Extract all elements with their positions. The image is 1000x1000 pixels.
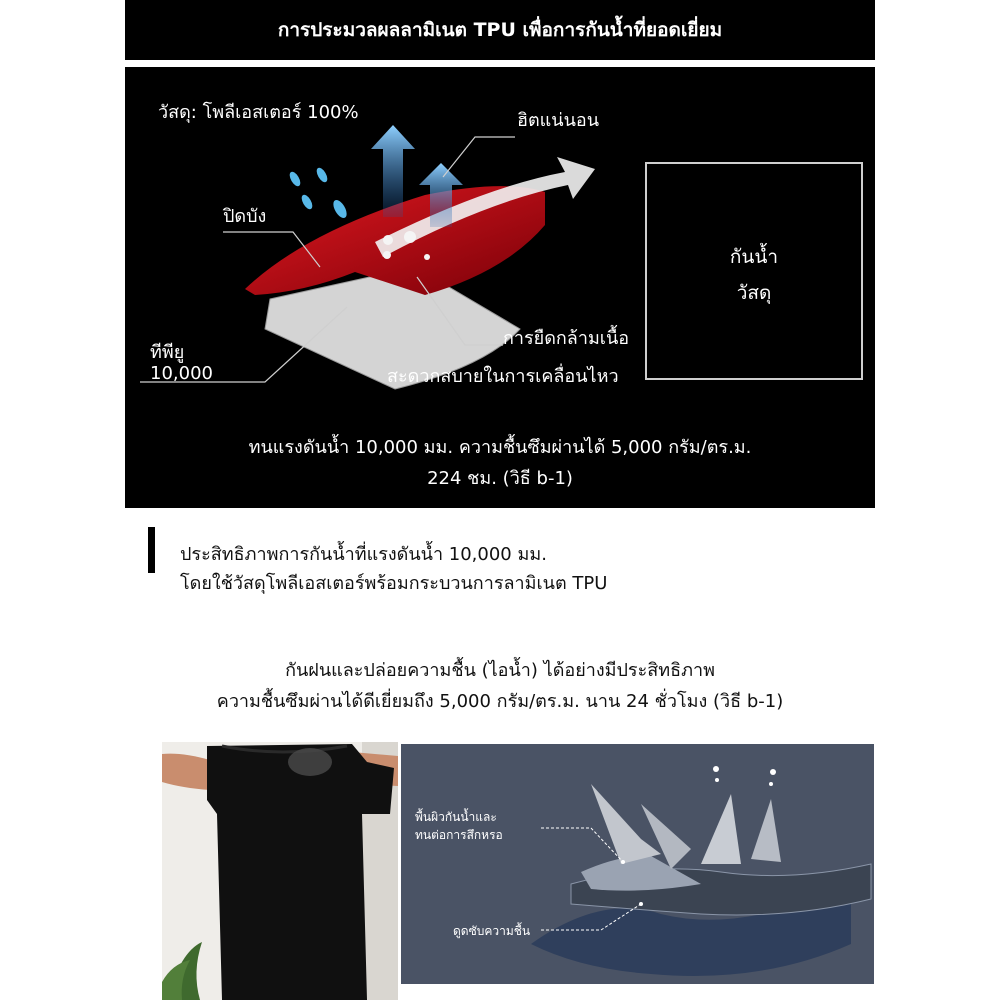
rain-drop (288, 170, 303, 188)
cover-label: ปิดบัง (223, 206, 267, 227)
rain-line-1: กันฝนและปล่อยความชื้น (ไอน้ำ) ได้อย่างมีประสิทธิภาพ (285, 660, 715, 681)
lamination-diagram-panel (125, 67, 875, 508)
section-title-text: การประมวลผลลามิเนต TPU เพื่อการกันน้ำที่ยอดเยี่ยม (277, 19, 723, 41)
fabric-layers-photo (401, 744, 874, 984)
comfort-label: สะดวกสบายในการเคลื่อนไหว (387, 366, 619, 387)
rain-drop (300, 193, 315, 211)
water-bead (424, 254, 430, 260)
fabric-layers-illustration (401, 744, 874, 984)
spec-caption-line-2: 224 ชม. (วิธี b-1) (427, 468, 573, 489)
box-line-1: กันน้ำ (729, 246, 779, 268)
pressure-value-label: 10,000 (150, 363, 213, 384)
rain-line-2: ความชื้นซึมผ่านได้ดีเยี่ยมถึง 5,000 กรัม/ตร.ม. นาน 24 ชั่วโมง (วิธี b-1) (216, 691, 784, 712)
rain-drop (331, 198, 350, 220)
stretch-label: การยืดกล้ามเนื้อ (503, 328, 630, 349)
water-bead (383, 235, 393, 245)
box-line-2: วัสดุ (736, 282, 772, 304)
spec-caption-line-1: ทนแรงดันน้ำ 10,000 มม. ความชื้นซึมผ่านได้ 5,000 กรัม/ตร.ม. (248, 437, 752, 458)
section-title (125, 0, 875, 60)
leader-line-fit (443, 137, 515, 177)
absorb-label: ดูดซับความชื้น (453, 924, 531, 938)
waterproof-material-box (645, 162, 863, 380)
surface-label-line-2: ทนต่อการสึกหรอ (415, 828, 503, 842)
fit-label: ฮิตแน่นอน (517, 110, 600, 131)
material-label: วัสดุ: โพลีเอสเตอร์ 100% (158, 102, 359, 123)
accent-bar (148, 527, 155, 573)
garment-photo (162, 742, 398, 1000)
rain-drop (315, 166, 330, 184)
efficiency-statement (180, 540, 607, 598)
efficiency-line-2: โดยใช้วัสดุโพลีเอสเตอร์พร้อมกระบวนการลามิเนต TPU (180, 573, 608, 594)
tpu-label: ทีพียู (150, 342, 185, 363)
garment-illustration (162, 742, 398, 1000)
water-bead (404, 231, 416, 243)
water-bead (383, 251, 391, 259)
efficiency-line-1: ประสิทธิภาพการกันน้ำที่แรงดันน้ำ 10,000 มม. (180, 544, 547, 565)
surface-label-line-1: พื้นผิวกันน้ำและ (415, 810, 497, 824)
